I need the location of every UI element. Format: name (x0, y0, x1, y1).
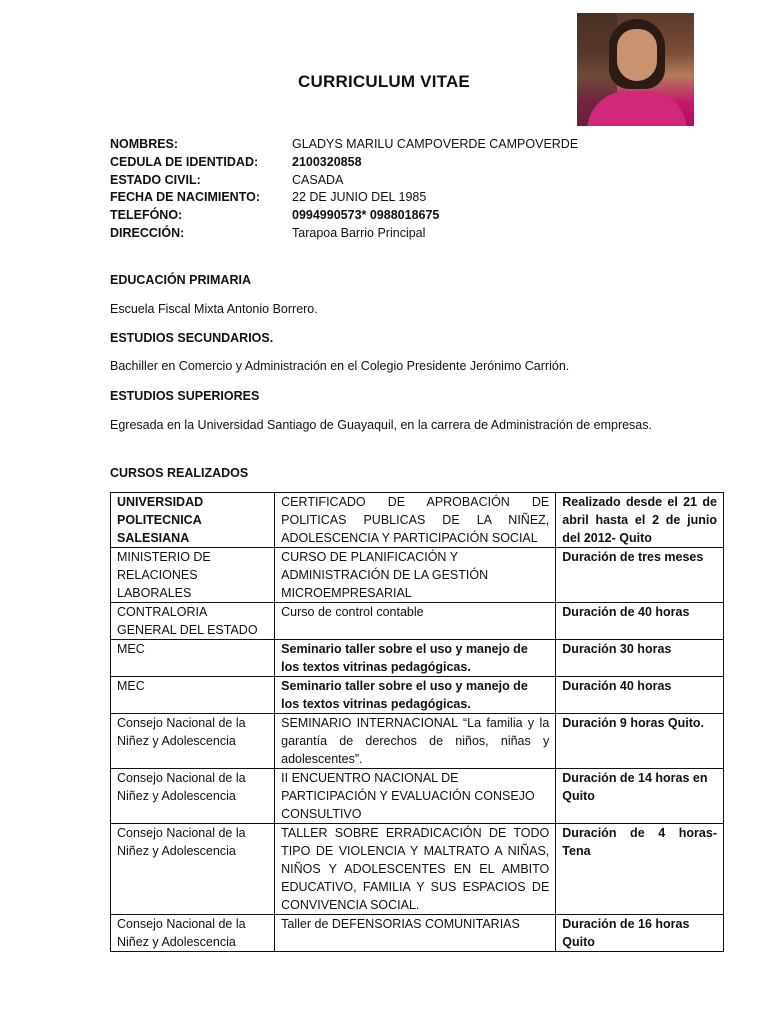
duration-cell: Realizado desde el 21 de abril hasta el 2 de junio del 2012- Quito (556, 493, 724, 548)
info-label: ESTADO CIVIL: (110, 172, 201, 187)
table-row (111, 824, 724, 915)
institution-cell: Consejo Nacional de la Niñez y Adolescencia (111, 824, 275, 915)
primaria-heading: EDUCACIÓN PRIMARIA (110, 273, 251, 287)
info-value: 0994990573* 0988018675 (292, 208, 440, 223)
institution-cell: MEC (111, 677, 275, 714)
institution-cell: Consejo Nacional de la Niñez y Adolescencia (111, 769, 275, 824)
info-label: FECHA DE NACIMIENTO: (110, 190, 260, 205)
duration-cell: Duración de tres meses (556, 548, 724, 603)
duration-cell: Duración 30 horas (556, 640, 724, 677)
course-cell: Seminario taller sobre el uso y manejo de los textos vitrinas pedagógicas. (275, 677, 556, 714)
course-cell: CERTIFICADO DE APROBACIÓN DE POLITICAS PUBLICAS DE LA NIÑEZ, ADOLESCENCIA Y PARTICIPACIÓN SOCIAL (275, 493, 556, 548)
info-label: DIRECCIÓN: (110, 225, 185, 240)
institution-cell: MINISTERIO DE RELACIONES LABORALES (111, 548, 275, 603)
table-row (111, 640, 724, 677)
cursos-table-body (111, 493, 724, 952)
course-cell: SEMINARIO INTERNACIONAL “La familia y la garantía de derechos de niños, niñas y adolescentes”. (275, 714, 556, 769)
info-value: Tarapoa Barrio Principal (292, 225, 426, 240)
duration-cell: Duración de 40 horas (556, 603, 724, 640)
table-row (111, 769, 724, 824)
superiores-text: Egresada en la Universidad Santiago de Guayaquil, en la carrera de Administración de empresas. (110, 418, 652, 432)
cursos-table (110, 492, 724, 952)
table-row (111, 714, 724, 769)
duration-cell: Duración de 4 horas- Tena (556, 824, 724, 915)
profile-photo (577, 13, 694, 126)
secundaria-text: Bachiller en Comercio y Administración en el Colegio Presidente Jerónimo Carrión. (110, 359, 570, 373)
institution-cell: Consejo Nacional de la Niñez y Adolescencia (111, 714, 275, 769)
course-cell: II ENCUENTRO NACIONAL DE PARTICIPACIÓN Y EVALUACIÓN CONSEJO CONSULTIVO (275, 769, 556, 824)
institution-cell: CONTRALORIA GENERAL DEL ESTADO (111, 603, 275, 640)
info-value: 2100320858 (292, 154, 362, 169)
table-row (111, 493, 724, 548)
institution-cell: MEC (111, 640, 275, 677)
course-cell: Seminario taller sobre el uso y manejo de los textos vitrinas pedagógicas. (275, 640, 556, 677)
table-row (111, 677, 724, 714)
course-cell: Curso de control contable (275, 603, 556, 640)
info-value: GLADYS MARILU CAMPOVERDE CAMPOVERDE (292, 137, 579, 151)
info-label: TELEFÓNO: (110, 208, 183, 223)
table-row (111, 603, 724, 640)
secundaria-heading: ESTUDIOS SECUNDARIOS. (110, 331, 274, 345)
course-cell: TALLER SOBRE ERRADICACIÓN DE TODO TIPO DE VIOLENCIA Y MALTRATO A NIÑAS, NIÑOS Y ADOLESCENTES EN EL AMBITO EDUCATIVO, FAMILIA Y SUS ESPACIOS DE CONVIVENCIA SOCIAL. (275, 824, 556, 915)
institution-cell: Consejo Nacional de la Niñez y Adolescencia (111, 915, 275, 952)
table-row (111, 548, 724, 603)
course-cell: Taller de DEFENSORIAS COMUNITARIAS (275, 915, 556, 952)
info-label: CEDULA DE IDENTIDAD: (110, 154, 259, 169)
duration-cell: Duración de 16 horas Quito (556, 915, 724, 952)
primaria-text: Escuela Fiscal Mixta Antonio Borrero. (110, 302, 318, 316)
duration-cell: Duración 9 horas Quito. (556, 714, 724, 769)
title-text: CURRICULUM VITAE (298, 72, 470, 91)
info-label: NOMBRES: (110, 137, 179, 151)
duration-cell: Duración de 14 horas en Quito (556, 769, 724, 824)
cursos-heading: CURSOS REALIZADOS (110, 466, 249, 480)
page-title (0, 72, 768, 92)
info-value: CASADA (292, 172, 344, 187)
institution-cell: UNIVERSIDAD POLITECNICA SALESIANA (111, 493, 275, 548)
duration-cell: Duración 40 horas (556, 677, 724, 714)
info-value: 22 DE JUNIO DEL 1985 (292, 190, 427, 205)
superiores-heading: ESTUDIOS SUPERIORES (110, 389, 260, 403)
table-row (111, 915, 724, 952)
course-cell: CURSO DE PLANIFICACIÓN Y ADMINISTRACIÓN DE LA GESTIÓN MICROEMPRESARIAL (275, 548, 556, 603)
